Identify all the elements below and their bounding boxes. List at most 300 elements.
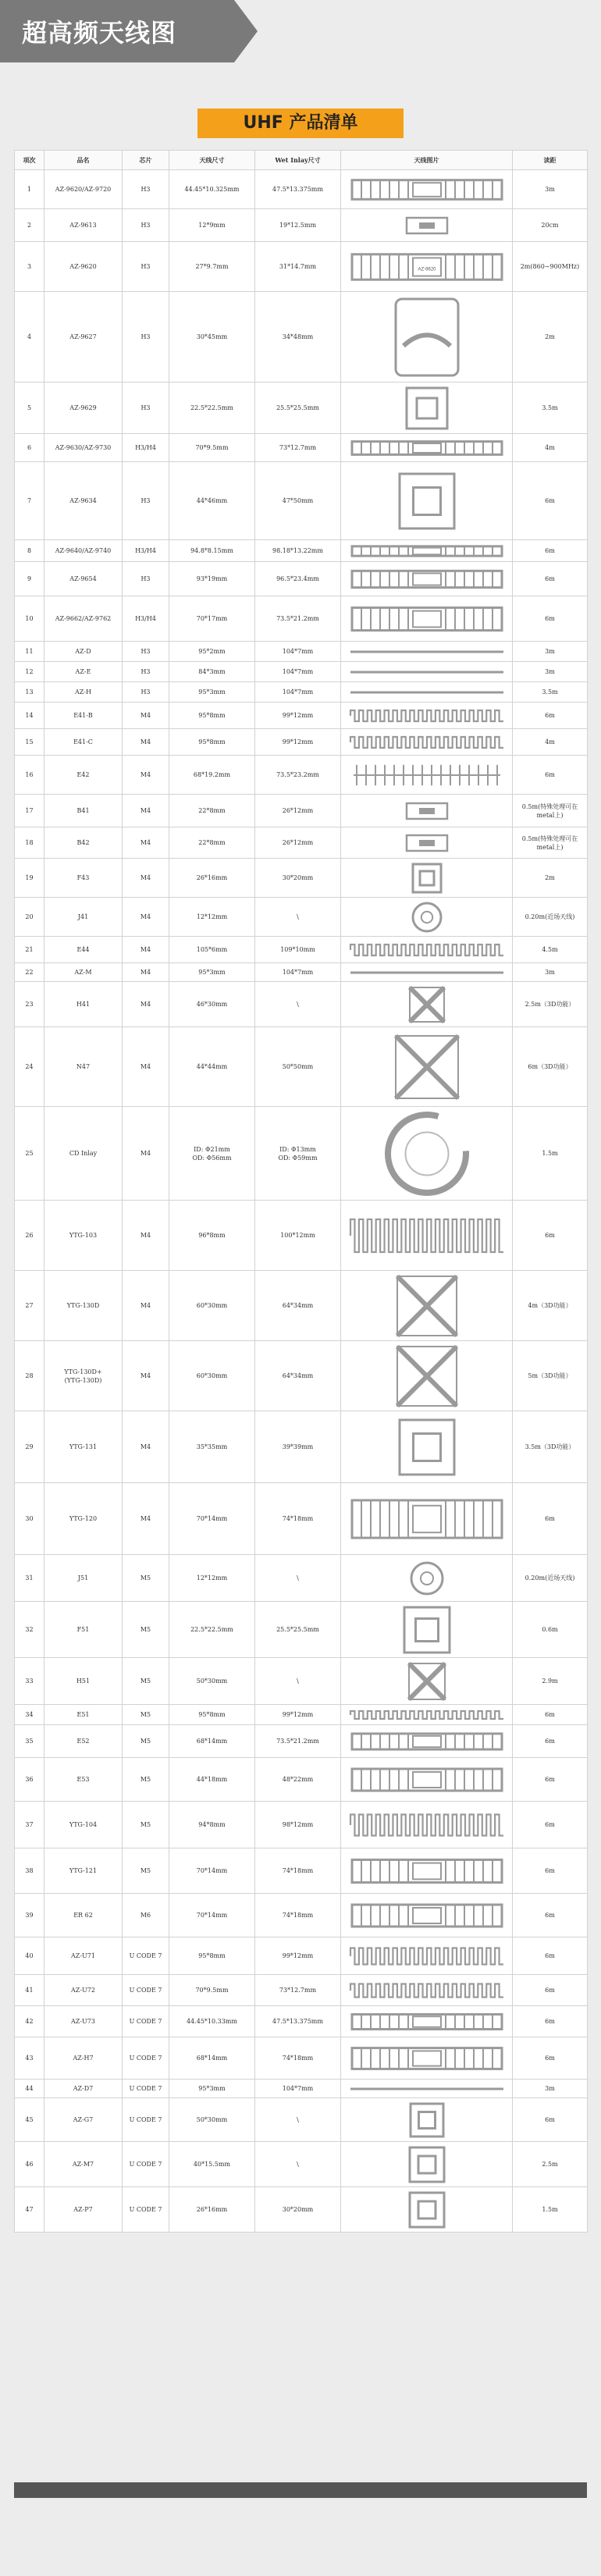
strip-antenna-icon (349, 685, 505, 700)
antenna-image (341, 756, 513, 795)
table-row (15, 462, 588, 540)
antenna-image (341, 1802, 513, 1848)
square-antenna-icon (349, 2101, 505, 2140)
antenna-size: 95*3mm (169, 2080, 255, 2098)
small-tag-antenna-icon (349, 830, 505, 856)
dipole-antenna-icon (349, 1851, 505, 1891)
antenna-image (341, 827, 513, 859)
loop-antenna-icon (349, 294, 505, 380)
dipole-antenna-icon (349, 1727, 505, 1756)
table-row (15, 1201, 588, 1271)
chip: U CODE 7 (123, 2187, 169, 2233)
read-range: 4m (513, 434, 588, 462)
read-range: 6m (513, 1705, 588, 1725)
product-name: CD Inlay (44, 1107, 123, 1201)
meander-antenna-icon (349, 939, 505, 961)
antenna-image (341, 1411, 513, 1483)
antenna-size: 95*8mm (169, 1705, 255, 1725)
product-name: YTG-120 (44, 1483, 123, 1555)
chip: M5 (123, 1848, 169, 1894)
read-range: 3m (513, 170, 588, 209)
product-name: YTG-103 (44, 1201, 123, 1271)
row-no: 9 (15, 562, 44, 596)
antenna-size: 70*14mm (169, 1894, 255, 1937)
read-range: 3.5m（3D功能） (513, 1411, 588, 1483)
table-row (15, 434, 588, 462)
antenna-image (341, 682, 513, 703)
read-range: 6m (513, 1975, 588, 2006)
row-no: 13 (15, 682, 44, 703)
product-name: E53 (44, 1758, 123, 1802)
row-no: 1 (15, 170, 44, 209)
antenna-image (341, 2098, 513, 2142)
wet-inlay-size: \ (255, 2142, 341, 2187)
wet-inlay-size: 99*12mm (255, 729, 341, 756)
chip: M5 (123, 1725, 169, 1758)
antenna-size: 27*9.7mm (169, 242, 255, 292)
square-antenna-icon (349, 464, 505, 538)
col-header-name: 品名 (44, 151, 123, 170)
antenna-size: 44*18mm (169, 1758, 255, 1802)
read-range: 6m (513, 2006, 588, 2037)
strip-antenna-icon (349, 966, 505, 980)
read-range: 4m（3D功能） (513, 1271, 588, 1341)
row-no: 31 (15, 1555, 44, 1602)
antenna-size: 70*14mm (169, 1848, 255, 1894)
antenna-size: 95*3mm (169, 963, 255, 982)
chip: H3 (123, 292, 169, 382)
row-no: 21 (15, 937, 44, 963)
read-range: 3m (513, 963, 588, 982)
antenna-image (341, 1658, 513, 1705)
table-row (15, 703, 588, 729)
table-row (15, 756, 588, 795)
read-range: 2.5m (513, 2142, 588, 2187)
antenna-image (341, 1705, 513, 1725)
row-no: 30 (15, 1483, 44, 1555)
table-row (15, 1107, 588, 1201)
wet-inlay-size: 104*7mm (255, 2080, 341, 2098)
product-name: E51 (44, 1705, 123, 1725)
wet-inlay-size: \ (255, 2098, 341, 2142)
wet-inlay-size: 26*12mm (255, 827, 341, 859)
antenna-image (341, 1201, 513, 1271)
row-no: 4 (15, 292, 44, 382)
row-no: 39 (15, 1894, 44, 1937)
table-row (15, 795, 588, 827)
read-range: 3m (513, 642, 588, 662)
antenna-image (341, 1027, 513, 1107)
chip: M5 (123, 1555, 169, 1602)
antenna-size: 93*19mm (169, 562, 255, 596)
cross-antenna-icon (349, 1273, 505, 1339)
row-no: 35 (15, 1725, 44, 1758)
chip: U CODE 7 (123, 2098, 169, 2142)
dipole-antenna-icon (349, 599, 505, 639)
product-name: AZ-M (44, 963, 123, 982)
table-row (15, 1894, 588, 1937)
read-range: 3m (513, 2080, 588, 2098)
table-row (15, 2037, 588, 2080)
antenna-image (341, 562, 513, 596)
meander-antenna-icon (349, 1707, 505, 1723)
product-name: E42 (44, 756, 123, 795)
product-name: J51 (44, 1555, 123, 1602)
chip: H3/H4 (123, 540, 169, 562)
read-range: 4.5m (513, 937, 588, 963)
row-no: 27 (15, 1271, 44, 1341)
table-row (15, 1705, 588, 1725)
antenna-size: 44*46mm (169, 462, 255, 540)
chip: U CODE 7 (123, 2037, 169, 2080)
wet-inlay-size: 74*18mm (255, 1894, 341, 1937)
wet-inlay-size: 19*12.5mm (255, 209, 341, 242)
row-no: 42 (15, 2006, 44, 2037)
product-name: AZ-H (44, 682, 123, 703)
read-range: 20cm (513, 209, 588, 242)
chip: H3 (123, 242, 169, 292)
antenna-size: ID: Φ21mm OD: Φ56mm (169, 1107, 255, 1201)
wet-inlay-size: 64*34mm (255, 1271, 341, 1341)
chip: M4 (123, 1271, 169, 1341)
read-range: 5m（3D功能） (513, 1341, 588, 1411)
col-header-antenna-image: 天线图片 (341, 151, 513, 170)
antenna-image (341, 242, 513, 292)
row-no: 11 (15, 642, 44, 662)
table-row (15, 242, 588, 292)
row-no: 47 (15, 2187, 44, 2233)
strip-antenna-icon (349, 664, 505, 680)
table-row (15, 1848, 588, 1894)
product-name: AZ-D7 (44, 2080, 123, 2098)
chip: M5 (123, 1705, 169, 1725)
product-name: AZ-9629 (44, 382, 123, 434)
row-no: 2 (15, 209, 44, 242)
read-range: 6m (513, 1758, 588, 1802)
table-row (15, 1725, 588, 1758)
product-name: AZ-U73 (44, 2006, 123, 2037)
wet-inlay-size: 39*39mm (255, 1411, 341, 1483)
labeled-dipole-antenna-icon (349, 244, 505, 290)
antenna-image (341, 662, 513, 682)
product-name: AZ-9620 (44, 242, 123, 292)
meander-antenna-icon (349, 1977, 505, 2004)
read-range: 6m (513, 1848, 588, 1894)
product-name: AZ-G7 (44, 2098, 123, 2142)
table-row (15, 827, 588, 859)
page-title: 超高频天线图 (22, 18, 177, 48)
wet-inlay-size: \ (255, 1658, 341, 1705)
row-no: 28 (15, 1341, 44, 1411)
table-row (15, 209, 588, 242)
antenna-size: 44.45*10.33mm (169, 2006, 255, 2037)
wet-inlay-size: 100*12mm (255, 1201, 341, 1271)
chip: M4 (123, 982, 169, 1027)
antenna-image (341, 1341, 513, 1411)
antenna-image (341, 2142, 513, 2187)
product-name: F43 (44, 859, 123, 898)
wet-inlay-size: 73.5*21.2mm (255, 596, 341, 642)
ring-antenna-icon (349, 1109, 505, 1198)
antenna-size: 44*44mm (169, 1027, 255, 1107)
antenna-image (341, 1483, 513, 1555)
wet-inlay-size: 109*10mm (255, 937, 341, 963)
product-name: AZ-9630/AZ-9730 (44, 434, 123, 462)
product-name: AZ-U72 (44, 1975, 123, 2006)
table-row (15, 1937, 588, 1975)
row-no: 10 (15, 596, 44, 642)
read-range: 6m（3D功能） (513, 1027, 588, 1107)
antenna-image (341, 1758, 513, 1802)
chip: H3 (123, 642, 169, 662)
antenna-image (341, 729, 513, 756)
antenna-image (341, 703, 513, 729)
row-no: 20 (15, 898, 44, 937)
table-row (15, 2006, 588, 2037)
antenna-image (341, 209, 513, 242)
table-row (15, 2142, 588, 2187)
antenna-image (341, 859, 513, 898)
wet-inlay-size: 99*12mm (255, 1937, 341, 1975)
wet-inlay-size: 73*12.7mm (255, 1975, 341, 2006)
antenna-image (341, 170, 513, 209)
col-header-antenna-size: 天线尺寸 (169, 151, 255, 170)
antenna-image (341, 596, 513, 642)
wet-inlay-size: 30*20mm (255, 859, 341, 898)
read-range: 6m (513, 596, 588, 642)
wet-inlay-size: 99*12mm (255, 703, 341, 729)
row-no: 17 (15, 795, 44, 827)
product-name: AZ-D (44, 642, 123, 662)
row-no: 45 (15, 2098, 44, 2142)
antenna-size: 70*9.5mm (169, 434, 255, 462)
wet-inlay-size: \ (255, 1555, 341, 1602)
antenna-size: 94*8mm (169, 1802, 255, 1848)
row-no: 24 (15, 1027, 44, 1107)
small-tag-antenna-icon (349, 212, 505, 240)
product-name: YTG-121 (44, 1848, 123, 1894)
product-name: E41-C (44, 729, 123, 756)
antenna-image (341, 2006, 513, 2037)
product-name: AZ-9654 (44, 562, 123, 596)
row-no: 33 (15, 1658, 44, 1705)
wet-inlay-size: 47*50mm (255, 462, 341, 540)
wet-inlay-size: 34*48mm (255, 292, 341, 382)
table-row (15, 963, 588, 982)
wet-inlay-size: 73.5*21.2mm (255, 1725, 341, 1758)
read-range: 3.5m (513, 382, 588, 434)
table-row (15, 937, 588, 963)
chip: H3/H4 (123, 434, 169, 462)
antenna-image (341, 1271, 513, 1341)
antenna-size: 94.8*8.15mm (169, 540, 255, 562)
read-range: 6m (513, 1802, 588, 1848)
antenna-image (341, 963, 513, 982)
table-row (15, 292, 588, 382)
table-row (15, 596, 588, 642)
chip: M5 (123, 1802, 169, 1848)
wet-inlay-size: 74*18mm (255, 1483, 341, 1555)
meander-antenna-icon (349, 1203, 505, 1268)
antenna-image (341, 1894, 513, 1937)
read-range: 6m (513, 1894, 588, 1937)
read-range: 6m (513, 540, 588, 562)
read-range: 2.9m (513, 1658, 588, 1705)
product-name: AZ-U71 (44, 1937, 123, 1975)
antenna-size: 22*8mm (169, 795, 255, 827)
table-row (15, 1555, 588, 1602)
row-no: 5 (15, 382, 44, 434)
table-row (15, 382, 588, 434)
antenna-image (341, 1937, 513, 1975)
read-range: 6m (513, 2037, 588, 2080)
small-tag-antenna-icon (349, 797, 505, 825)
read-range: 6m (513, 1483, 588, 1555)
chip: H3 (123, 170, 169, 209)
chip: U CODE 7 (123, 1975, 169, 2006)
antenna-size: 30*45mm (169, 292, 255, 382)
product-name: AZ-M7 (44, 2142, 123, 2187)
read-range: 6m (513, 703, 588, 729)
dipole-antenna-icon (349, 173, 505, 207)
chip: M4 (123, 1201, 169, 1271)
cross-antenna-icon (349, 1343, 505, 1409)
wet-inlay-size: 104*7mm (255, 682, 341, 703)
dipole-antenna-icon (349, 1760, 505, 1799)
table-row (15, 682, 588, 703)
product-name: H51 (44, 1658, 123, 1705)
fishbone-antenna-icon (349, 758, 505, 792)
square-antenna-icon (349, 1604, 505, 1656)
square-antenna-icon (349, 861, 505, 895)
chip: M4 (123, 898, 169, 937)
table-row (15, 1758, 588, 1802)
chip: M4 (123, 729, 169, 756)
antenna-image (341, 462, 513, 540)
chip: H3 (123, 662, 169, 682)
square-antenna-icon (349, 1414, 505, 1481)
product-name: E44 (44, 937, 123, 963)
read-range: 6m (513, 462, 588, 540)
chip: M4 (123, 963, 169, 982)
read-range: 2m (513, 859, 588, 898)
chip: M4 (123, 1027, 169, 1107)
meander-antenna-icon (349, 1804, 505, 1846)
antenna-image (341, 1725, 513, 1758)
dipole-antenna-icon (349, 564, 505, 594)
chip: M4 (123, 1411, 169, 1483)
antenna-image (341, 2037, 513, 2080)
table-row (15, 859, 588, 898)
antenna-size: 70*9.5mm (169, 1975, 255, 2006)
antenna-image (341, 982, 513, 1027)
row-no: 34 (15, 1705, 44, 1725)
antenna-size: 60*30mm (169, 1341, 255, 1411)
read-range: 0.20m(近场天线) (513, 1555, 588, 1602)
product-name: B41 (44, 795, 123, 827)
chip: H3 (123, 682, 169, 703)
wet-inlay-size: 50*50mm (255, 1027, 341, 1107)
cross-antenna-icon (349, 1660, 505, 1703)
antenna-size: 22.5*22.5mm (169, 1602, 255, 1658)
antenna-size: 68*14mm (169, 1725, 255, 1758)
row-no: 32 (15, 1602, 44, 1658)
square-antenna-icon (349, 2144, 505, 2185)
chip: M4 (123, 795, 169, 827)
read-range: 0.6m (513, 1602, 588, 1658)
antenna-image (341, 1975, 513, 2006)
antenna-size: 46*30mm (169, 982, 255, 1027)
table-row (15, 2187, 588, 2233)
cross-antenna-icon (349, 984, 505, 1025)
table-row (15, 1802, 588, 1848)
antenna-size: 96*8mm (169, 1201, 255, 1271)
table-row (15, 1602, 588, 1658)
antenna-size: 12*12mm (169, 898, 255, 937)
chip: M5 (123, 1758, 169, 1802)
antenna-size: 68*19.2mm (169, 756, 255, 795)
wet-inlay-size: 25.5*25.5mm (255, 1602, 341, 1658)
wet-inlay-size: \ (255, 982, 341, 1027)
antenna-image (341, 898, 513, 937)
row-no: 26 (15, 1201, 44, 1271)
read-range: 1.5m (513, 2187, 588, 2233)
row-no: 16 (15, 756, 44, 795)
read-range: 6m (513, 756, 588, 795)
wet-inlay-size: 74*18mm (255, 2037, 341, 2080)
footer-bar (14, 2482, 587, 2498)
row-no: 22 (15, 963, 44, 982)
table-row (15, 540, 588, 562)
antenna-size: 12*9mm (169, 209, 255, 242)
wet-inlay-size: 104*7mm (255, 662, 341, 682)
dipole-antenna-icon (349, 543, 505, 560)
wet-inlay-size: 98.18*13.22mm (255, 540, 341, 562)
chip: U CODE 7 (123, 2080, 169, 2098)
row-no: 38 (15, 1848, 44, 1894)
table-row (15, 642, 588, 662)
read-range: 4m (513, 729, 588, 756)
product-name: YTG-131 (44, 1411, 123, 1483)
wet-inlay-size: 73.5*23.2mm (255, 756, 341, 795)
antenna-size: 22.5*22.5mm (169, 382, 255, 434)
product-name: AZ-E (44, 662, 123, 682)
strip-antenna-icon (349, 644, 505, 660)
product-name: AZ-P7 (44, 2187, 123, 2233)
table-row (15, 2098, 588, 2142)
antenna-size: 70*14mm (169, 1483, 255, 1555)
antenna-image (341, 1602, 513, 1658)
antenna-image (341, 1107, 513, 1201)
antenna-image (341, 292, 513, 382)
row-no: 37 (15, 1802, 44, 1848)
antenna-size: 50*30mm (169, 1658, 255, 1705)
read-range: 6m (513, 1201, 588, 1271)
table-row (15, 982, 588, 1027)
wet-inlay-size: 96.5*23.4mm (255, 562, 341, 596)
antenna-size: 95*8mm (169, 729, 255, 756)
table-row (15, 1271, 588, 1341)
antenna-size: 60*30mm (169, 1271, 255, 1341)
product-name: YTG-130D (44, 1271, 123, 1341)
row-no: 43 (15, 2037, 44, 2080)
product-name: J41 (44, 898, 123, 937)
chip: M4 (123, 1483, 169, 1555)
row-no: 12 (15, 662, 44, 682)
dipole-antenna-icon (349, 2008, 505, 2035)
antenna-image (341, 540, 513, 562)
antenna-image (341, 795, 513, 827)
